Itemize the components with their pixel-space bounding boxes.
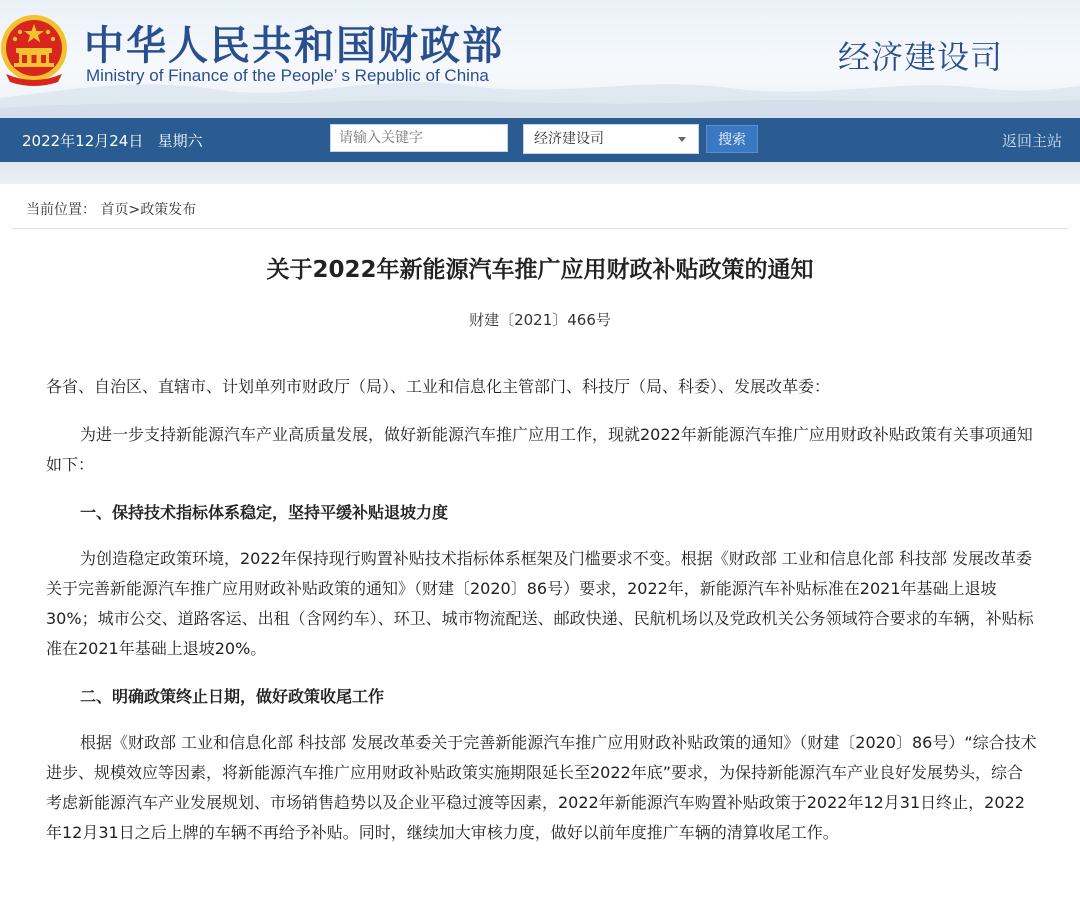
current-date: [22, 130, 203, 151]
search-input[interactable]: [330, 124, 508, 152]
weekday-text: 星期六: [157, 132, 203, 150]
search-button[interactable]: 搜索: [706, 125, 758, 153]
breadcrumb-separator: >: [128, 202, 141, 218]
article-body: [46, 372, 1038, 866]
breadcrumb-home-link[interactable]: 首页: [100, 202, 129, 218]
department-select-value: 经济建设司: [534, 131, 604, 147]
intro-paragraph: 为进一步支持新能源汽车产业高质量发展，做好新能源汽车推广应用工作，现就2022年新能源汽车推广应用财政补贴政策有关事项通知如下：: [46, 425, 1033, 474]
breadcrumb: [12, 184, 1068, 229]
section-1-paragraph: 为创造稳定政策环境，2022年保持现行购置补贴技术指标体系框架及门槛要求不变。根据《财政部 工业和信息化部 科技部 发展改革委关于完善新能源汽车推广应用财政补贴政策的通知》（财建〔2020〕86号）要求，2022年，新能源汽车补贴标准在2021年基础上退坡30%；城市公交、道路客运、出租（含网约车）、环卫、城市物流配送、邮政快递、民航机场以及党政机关公务领域符合要求的车辆，补贴标准在2021年基础上退坡20%。: [46, 549, 1034, 658]
national-emblem-icon: [0, 12, 70, 88]
breadcrumb-section-link[interactable]: 政策发布: [140, 202, 197, 218]
site-header: [0, 0, 1080, 118]
department-title: 经济建设司: [838, 38, 1004, 76]
nav-bar: [0, 118, 1080, 162]
section-1-heading: 一、保持技术指标体系稳定，坚持平缓补贴退坡力度: [80, 503, 449, 522]
breadcrumb-label: 当前位置：: [26, 202, 96, 218]
site-name-en: Ministry of Finance of the People’ s Republic of China: [86, 66, 489, 85]
decorative-band: [0, 162, 1080, 184]
date-text: 2022年12月24日: [22, 132, 144, 150]
chevron-down-icon: [678, 137, 686, 142]
section-2-heading: 二、明确政策终止日期，做好政策收尾工作: [80, 687, 385, 706]
addressee-paragraph: 各省、自治区、直辖市、计划单列市财政厅（局）、工业和信息化主管部门、科技厅（局、科委）、发展改革委：: [46, 377, 831, 396]
department-select[interactable]: [523, 124, 699, 154]
document-number: 财建〔2021〕466号: [469, 311, 611, 329]
return-home-link[interactable]: 返回主站: [1001, 132, 1062, 150]
section-2-paragraph: 根据《财政部 工业和信息化部 科技部 发展改革委关于完善新能源汽车推广应用财政补贴政策的通知》（财建〔2020〕86号）“综合技术进步、规模效应等因素，将新能源汽车推广应用财政补贴政策实施期限延长至2022年底”要求，为保持新能源汽车产业良好发展势头，综合考虑新能源汽车产业发展规划、市场销售趋势以及企业平稳过渡等因素，2022年新能源汽车购置补贴政策于2022年12月31日终止，2022年12月31日之后上牌的车辆不再给予补贴。同时，继续加大审核力度，做好以前年度推广车辆的清算收尾工作。: [46, 733, 1037, 842]
article-title: 关于2022年新能源汽车推广应用财政补贴政策的通知: [266, 257, 814, 283]
site-name-cn[interactable]: 中华人民共和国财政部: [84, 23, 504, 69]
